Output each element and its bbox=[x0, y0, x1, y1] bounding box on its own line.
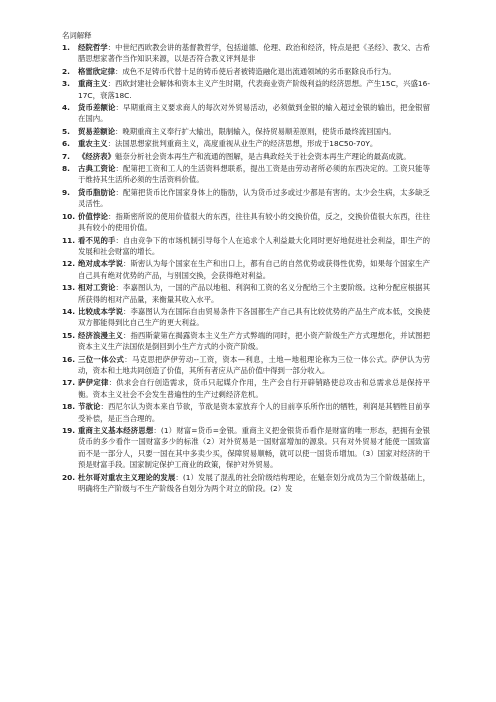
entry-number: 9. bbox=[62, 187, 70, 197]
entry-term: 格雷欣定律 bbox=[78, 66, 115, 76]
entry-number: 16. bbox=[62, 354, 76, 364]
entry-number: 20. bbox=[62, 472, 76, 482]
entry-definition: ：马克思把萨伊劳动--工资，资本—利息，土地—地租理论称为三位一体公式。萨伊认为劳动，资本和土地共同创造了价值，其所有者应从产品价值中得到一部分收入。 bbox=[78, 354, 430, 375]
entry-number: 2. bbox=[62, 66, 70, 76]
entry-definition: 魁奈分析社会资本再生产和流通的图解，是古典政经关于社会资本再生产理论的最高成就。 bbox=[114, 151, 411, 161]
entry-number: 11. bbox=[62, 235, 76, 245]
entry-definition: ：晚期重商主义奉行扩大输出，限制输入，保持贸易顺差原则，使货币最终流回国内。 bbox=[114, 126, 396, 136]
entry-term: 货币脂肪论 bbox=[78, 187, 116, 197]
entry-term: 重商主义基本经济思想 bbox=[78, 426, 154, 435]
entry-term: 节欲论 bbox=[78, 402, 101, 412]
entry-definition: ：指西斯蒙第在揭露资本主义生产方式弊端的同时，把小资产阶级生产方式理想化，并试图把资本主义生产法国依是倒回到小生产方式的小资产阶级。 bbox=[78, 330, 430, 352]
entry-definition: ：西尼尔认为资本来自节欲，节欲是资本家放弃个人的目前享乐所作出的牺牲，利润是其牺牲目前享受补偿，是正当合理的。 bbox=[78, 402, 430, 423]
list-item bbox=[62, 42, 430, 65]
entry-number: 12. bbox=[62, 259, 76, 269]
list-item bbox=[62, 102, 430, 125]
list-item bbox=[62, 66, 430, 77]
entry-number: 19. bbox=[62, 426, 76, 435]
entry-term: 三位一体公式 bbox=[78, 354, 125, 364]
entry-term: 绝对成本学说 bbox=[78, 259, 123, 269]
entry-number: 8. bbox=[62, 164, 70, 174]
list-item bbox=[62, 258, 430, 281]
list-item bbox=[62, 211, 430, 234]
entry-number: 17. bbox=[62, 378, 76, 388]
list-item bbox=[62, 330, 430, 353]
list-item bbox=[62, 187, 430, 210]
entry-definition: ：配第把货币比作国家身体上的脂肪，认为货币过多或过少都是有害的。太少会生病，太多缺乏灵活性。 bbox=[78, 187, 430, 209]
entry-term: 贸易差额论 bbox=[78, 126, 115, 136]
entry-definition: ：李嘉图认为在国际自由贸易条件下各国都生产自己具有比较优势的产品生产成本低，交换使双方都能得到比自己生产的更大利益。 bbox=[78, 306, 430, 328]
entry-term: 比较成本学说 bbox=[78, 306, 123, 316]
entry-definition: ：供求会自行创造需求，货币只起媒介作用，生产会自行开辟销路使总攻击和总需求总是保持平衡。资本主义社会不会发生普遍性的生产过剩经济危机。 bbox=[78, 378, 430, 399]
entry-number: 15. bbox=[62, 330, 76, 340]
entry-definition: ：自由竞争下的市场机制引导每个人在追求个人利益最大化同时更好地促进社会利益，即生产的发展和社会财富的增长。 bbox=[78, 235, 430, 256]
list-item bbox=[62, 126, 430, 137]
list-item bbox=[62, 354, 430, 377]
entry-term: 看不见的手 bbox=[78, 235, 116, 245]
entry-definition: ：西欧封建社会解体和资本主义产生时期，代表商业资产阶级利益的经济思想。产生15C，兴盛16-17C，衰落18C. bbox=[78, 79, 430, 100]
entry-term: 价值悖论 bbox=[78, 211, 108, 221]
entry-number: 4. bbox=[62, 103, 70, 113]
entry-definition: ：早期重商主义要求商人的每次对外贸易活动，必须做到金银的输入超过金银的输出，把金银留在国内。 bbox=[78, 103, 430, 124]
entry-term: 《经济表》 bbox=[78, 151, 115, 161]
list-item bbox=[62, 163, 430, 186]
entry-definition: ：中世纪西欧教会讲的基督教哲学，包括道德、伦理、政治和经济，特点是把《圣经》、教父、古希腊思想家著作当作知识来源，以是否符合教义评判是非 bbox=[78, 43, 430, 64]
entry-number: 14. bbox=[62, 306, 76, 316]
list-item bbox=[62, 282, 430, 305]
entry-number: 1. bbox=[62, 43, 70, 52]
entry-number: 13. bbox=[62, 283, 76, 293]
list-item bbox=[62, 151, 430, 162]
entry-term: 重农主义 bbox=[78, 139, 108, 149]
entry-term: 货币差额论 bbox=[78, 103, 116, 113]
list-item bbox=[62, 425, 430, 471]
entry-definition: ：斯密认为每个国家在生产和出口上，都有自己的自然优势或获得性优势，如果每个国家生产自己具有绝对优势的产品，与别国交换，会获得绝对利益。 bbox=[78, 259, 430, 280]
entry-term: 杜尔哥对重农主义理论的发展 bbox=[78, 472, 176, 482]
entry-term: 经院哲学 bbox=[78, 43, 108, 52]
list-item bbox=[62, 78, 430, 101]
definition-list bbox=[62, 42, 430, 494]
entry-definition: ：配第把工资和工人的生活资料想联系，提出工资是由劳动者所必须的东西决定的。工资只能等于维持其生活所必须的生活资料价值。 bbox=[78, 164, 430, 185]
entry-definition: ：法国思想家批判重商主义，高度重视从业生产的经济思想，形成于18C50-70Y。 bbox=[107, 139, 378, 149]
entry-definition: ：(1）财富=货币=金银。重商主义把金银货币看作是财富的唯一形态，把拥有金银货币的多少看作一国财富多少的标准（2）对外贸易是一国财富增加的源泉。只有对外贸易才能使一国致富而不是一部分人，只要一国在其中多卖少买，保障贸易顺畅，就可以使一国货币增加。（3）国家对经济的干预是财富手段。国家制定保护工商业的政策，保护对外贸易。 bbox=[78, 426, 430, 470]
list-item bbox=[62, 401, 430, 424]
list-item bbox=[62, 138, 430, 149]
entry-term: 相对工资论 bbox=[78, 283, 116, 293]
entry-definition: ：指斯密所说的使用价值很大的东西，往往具有较小的交换价值，反之，交换价值很大东西，往往具有较小的使用价值。 bbox=[78, 211, 430, 233]
entry-number: 5. bbox=[62, 126, 70, 136]
list-item bbox=[62, 472, 430, 495]
entry-number: 3. bbox=[62, 79, 70, 89]
entry-definition: ：(1）发展了混乱的社会阶级结构理论，在魁奈划分成员为三个阶级基础上，明确将生产阶级与不生产阶级各自划分为两个对立的阶段。(2）发 bbox=[78, 472, 430, 494]
entry-number: 18. bbox=[62, 402, 76, 412]
list-item bbox=[62, 306, 430, 329]
entry-number: 10. bbox=[62, 211, 76, 221]
list-item bbox=[62, 377, 430, 400]
list-item bbox=[62, 235, 430, 258]
entry-term: 萨伊定律 bbox=[78, 378, 109, 388]
entry-term: 古典工资论 bbox=[78, 164, 116, 174]
document-title: 名词解释 bbox=[62, 31, 92, 40]
entry-definition: ：成色不足铸币代替十足的铸币使后者被铸造融化退出流通领域的劣币驱除良币行为。 bbox=[114, 66, 396, 76]
entry-number: 6. bbox=[62, 139, 70, 149]
entry-definition: ：李嘉图认为，一国的产品以地租、利润和工资的名义分配给三个主要阶级。这种分配应根据其所获得的相对产品量，来衡量其收入水平。 bbox=[78, 283, 430, 304]
entry-term: 经济浪漫主义 bbox=[78, 330, 123, 340]
entry-term: 重商主义 bbox=[78, 79, 108, 89]
entry-number: 7. bbox=[62, 151, 70, 161]
